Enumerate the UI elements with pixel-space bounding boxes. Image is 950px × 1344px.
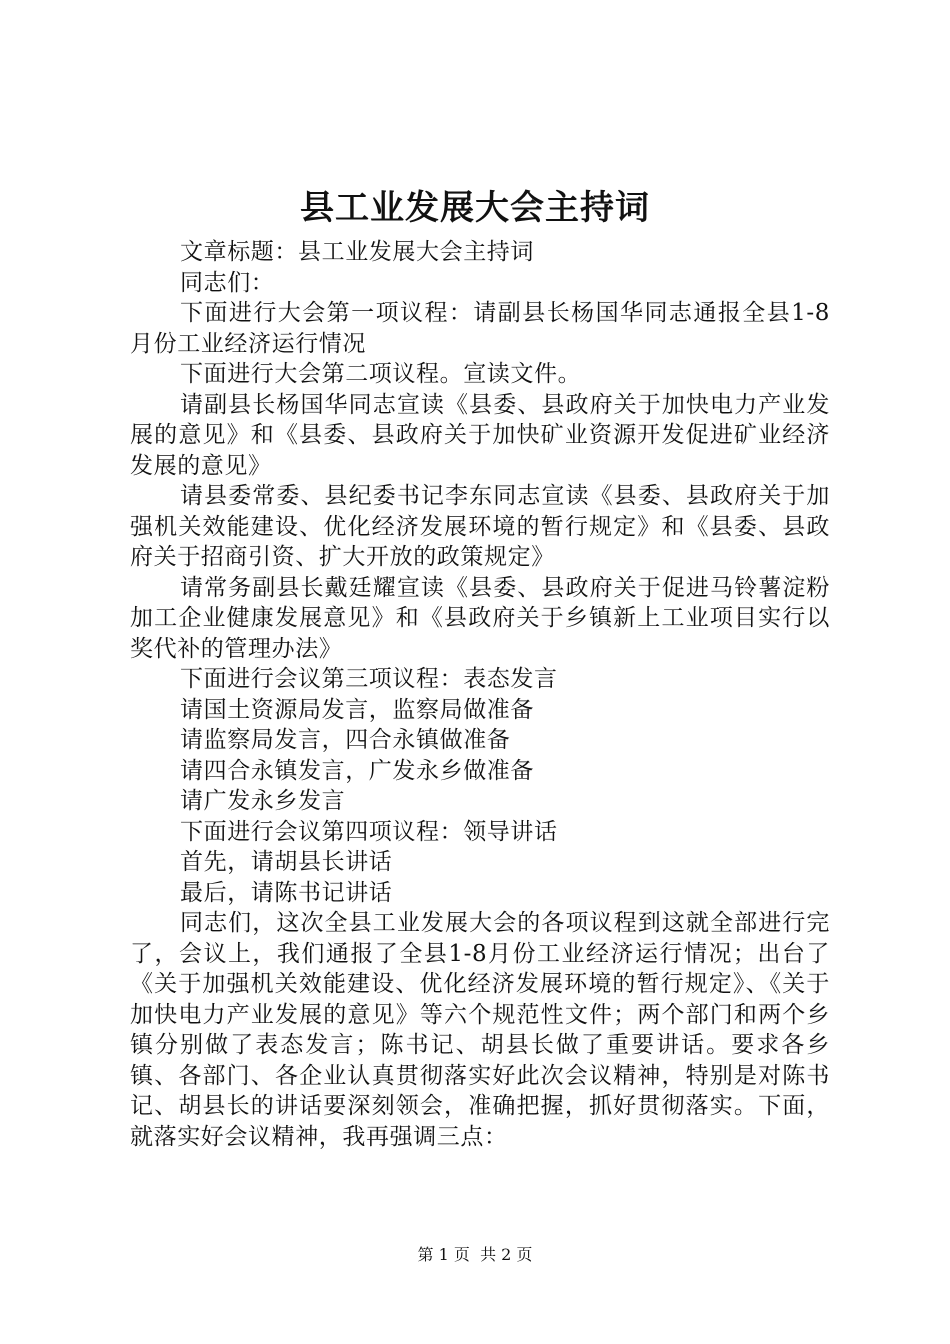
page-number-footer: 第 1 页 共 2 页 xyxy=(417,1245,533,1264)
paragraph-speaker-4: 请广发永乡发言 xyxy=(180,788,346,814)
document-title: 县工业发展大会主持词 xyxy=(300,188,650,228)
paragraph-read-document-2: 请县委常委、县纪委书记李东同志宣读《县委、县政府关于加强机关效能建设、优化经济发展环境的暂行规定》和《县委、县政府关于招商引资、扩大开放的政策规定》 xyxy=(130,483,830,570)
paragraph-leader-speech-1: 首先，请胡县长讲话 xyxy=(180,849,393,875)
paragraph-agenda-1: 下面进行大会第一项议程：请副县长杨国华同志通报全县1-8月份工业经济运行情况 xyxy=(130,300,830,357)
paragraph-read-document-1: 请副县长杨国华同志宣读《县委、县政府关于加快电力产业发展的意见》和《县委、县政府关于加快矿业资源开发促进矿业经济发展的意见》 xyxy=(130,391,830,479)
paragraph-speaker-1: 请国土资源局发言，监察局做准备 xyxy=(180,696,534,723)
paragraph-speaker-2: 请监察局发言，四合永镇做准备 xyxy=(180,727,511,753)
paragraph-agenda-3: 下面进行会议第三项议程：表态发言 xyxy=(180,666,558,692)
paragraph-leader-speech-2: 最后，请陈书记讲话 xyxy=(180,879,393,906)
paragraph-agenda-2: 下面进行大会第二项议程。宣读文件。 xyxy=(180,361,582,387)
paragraph-article-title: 文章标题：县工业发展大会主持词 xyxy=(180,239,534,265)
paragraph-read-document-3: 请常务副县长戴廷耀宣读《县委、县政府关于促进马铃薯淀粉加工企业健康发展意见》和《县政府关于乡镇新上工业项目实行以奖代补的管理办法》 xyxy=(130,574,830,662)
paragraph-closing-summary: 同志们，这次全县工业发展大会的各项议程到这就全部进行完了，会议上，我们通报了全县1-8月份工业经济运行情况；出台了《关于加强机关效能建设、优化经济发展环境的暂行规定》、《关于加快电力产业发展的意见》等六个规范性文件；两个部门和两个乡镇分别做了表态发言；陈书记、胡县长做了重要讲话。要求各乡镇、各部门、各企业认真贯彻落实好此次会议精神，特别是对陈书记、胡县长的讲话要深刻领会，准确把握，抓好贯彻落实。下面，就落实好会议精神，我再强调三点： xyxy=(130,910,830,1150)
document-body xyxy=(130,237,830,1152)
paragraph-speaker-3: 请四合永镇发言，广发永乡做准备 xyxy=(180,757,534,784)
paragraph-agenda-4: 下面进行会议第四项议程：领导讲话 xyxy=(180,818,558,845)
paragraph-salutation: 同志们： xyxy=(180,269,275,296)
